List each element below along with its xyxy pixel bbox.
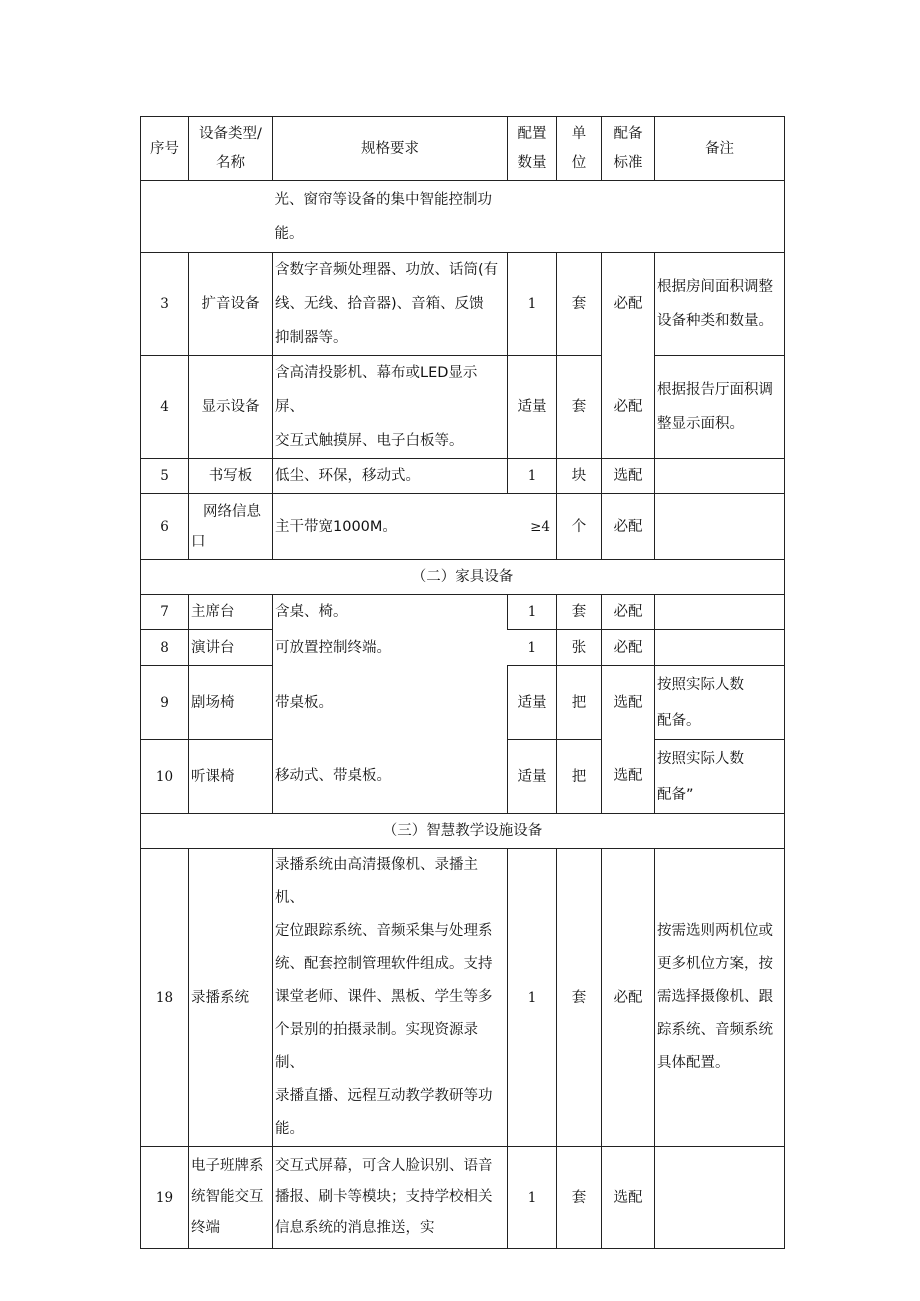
name-cell: 扩音设备 — [189, 253, 273, 356]
note-line: 需选择摄像机、跟 — [657, 989, 773, 1005]
qty-cell: 1 — [508, 459, 557, 494]
note-line: 根据报告厅面积调 — [657, 382, 773, 398]
note-cell — [655, 253, 785, 356]
name-cell: 听课椅 — [189, 740, 273, 814]
std-cell: 必配 — [602, 630, 655, 666]
continuation-line1: 光、窗帘等设备的集中智能控制功 — [274, 191, 492, 208]
note-line: 配备。 — [657, 712, 701, 729]
std-cell: 必配 — [602, 356, 655, 459]
qty-cell: 适量 — [508, 740, 557, 814]
continuation-line2: 能。 — [274, 225, 304, 242]
unit-cell: 把 — [557, 740, 602, 814]
name-cell: 主席台 — [189, 595, 273, 630]
table-row — [141, 666, 785, 740]
note-cell — [655, 356, 785, 459]
spec-line: 信息系统的消息推送，实 — [275, 1220, 435, 1236]
name-line: 网络信息 — [203, 503, 261, 520]
name-cell — [189, 494, 273, 560]
equipment-table — [140, 116, 785, 1249]
seq-cell: 3 — [141, 253, 189, 356]
note-line: 更多机位方案，按 — [657, 956, 773, 972]
spec-cell: 移动式、带桌板。 — [273, 740, 508, 814]
section-title-furniture: （二）家具设备 — [141, 560, 785, 595]
header-note: 备注 — [655, 117, 785, 181]
std-cell: 必配 — [602, 494, 655, 560]
table-row — [141, 459, 785, 494]
header-qty — [508, 117, 557, 181]
unit-cell: 套 — [557, 1147, 602, 1249]
spec-line: 抑制器等。 — [275, 330, 348, 346]
std-cell: 选配 — [602, 459, 655, 494]
table-row — [141, 253, 785, 356]
header-std — [602, 117, 655, 181]
std-cell: 必配 — [602, 595, 655, 630]
section-title-smart-teaching: （三）智慧教学设施设备 — [141, 814, 785, 849]
table-row — [141, 740, 785, 814]
unit-cell: 套 — [557, 849, 602, 1147]
seq-cell: 9 — [141, 666, 189, 740]
table-row — [141, 595, 785, 630]
name-cell: 书写板 — [189, 459, 273, 494]
equipment-table-page — [140, 116, 784, 1249]
continuation-row — [141, 181, 785, 253]
table-row — [141, 1147, 785, 1249]
spec-line: 交互式屏幕，可含人脸识别、语音 — [275, 1158, 493, 1174]
std-cell: 选配 — [602, 1147, 655, 1249]
section-row — [141, 560, 785, 595]
name-line: 口 — [191, 533, 206, 550]
spec-cell — [273, 849, 508, 1147]
spec-cell: 低尘、环保，移动式。 — [273, 459, 508, 494]
note-line: 具体配置。 — [657, 1055, 730, 1071]
note-cell — [655, 459, 785, 494]
spec-cell — [273, 356, 508, 459]
note-cell — [655, 595, 785, 630]
spec-line: 能。 — [275, 1121, 304, 1137]
name-cell: 演讲台 — [189, 630, 273, 666]
header-type-line2: 名称 — [216, 154, 245, 171]
spec-cell: 可放置控制终端。 — [273, 630, 508, 666]
header-type — [189, 117, 273, 181]
spec-cell: 带桌板。 — [273, 666, 508, 740]
spec-line: 录播系统由高清摄像机、录播主机、 — [275, 857, 478, 906]
header-type-line1: 设备类型/ — [199, 125, 262, 142]
header-unit-line1: 单 — [571, 125, 587, 142]
header-seq: 序号 — [141, 117, 189, 181]
seq-cell: 5 — [141, 459, 189, 494]
header-std-line1: 配备 — [613, 125, 643, 142]
spec-line: 交互式触摸屏、电子白板等。 — [275, 433, 464, 449]
note-line: 根据房间面积调整 — [657, 279, 773, 295]
seq-cell: 18 — [141, 849, 189, 1147]
continuation-spec — [273, 181, 508, 253]
table-row — [141, 630, 785, 666]
name-cell: 剧场椅 — [189, 666, 273, 740]
note-cell — [655, 740, 785, 814]
spec-line: 统、配套控制管理软件组成。支持 — [275, 956, 493, 972]
qty-cell: 1 — [508, 595, 557, 630]
spec-line: 播报、刷卡等模块；支持学校相关 — [275, 1189, 493, 1205]
seq-cell: 10 — [141, 740, 189, 814]
spec-cell: 主干带宽1000M。 — [273, 494, 508, 560]
unit-cell: 块 — [557, 459, 602, 494]
table-row — [141, 849, 785, 1147]
note-line: 踪系统、音频系统 — [657, 1022, 773, 1038]
seq-cell: 19 — [141, 1147, 189, 1249]
header-unit-line2: 位 — [571, 154, 587, 171]
qty-cell: 1 — [508, 253, 557, 356]
std-cell: 选配 — [602, 666, 655, 740]
seq-cell: 4 — [141, 356, 189, 459]
seq-cell: 7 — [141, 595, 189, 630]
qty-cell: 1 — [508, 630, 557, 666]
name-line: 电子班牌系 — [191, 1158, 264, 1174]
spec-line: 录播直播、远程互动教学教研等功 — [275, 1088, 493, 1104]
std-cell: 必配 — [602, 849, 655, 1147]
continuation-blank — [141, 181, 273, 253]
unit-cell: 个 — [557, 494, 602, 560]
seq-cell: 8 — [141, 630, 189, 666]
header-spec: 规格要求 — [273, 117, 508, 181]
note-line: 设备种类和数量。 — [657, 313, 773, 329]
name-cell: 显示设备 — [189, 356, 273, 459]
name-cell: 录播系统 — [189, 849, 273, 1147]
name-cell — [189, 1147, 273, 1249]
spec-line: 含高清投影机、幕布或LED显示屏、 — [275, 365, 478, 415]
note-line: 按照实际人数 — [657, 676, 744, 693]
spec-line: 课堂老师、课件、黑板、学生等多 — [275, 989, 493, 1005]
spec-line: 线、无线、拾音器)、音箱、反馈 — [275, 296, 484, 312]
std-cell: 必配 — [602, 253, 655, 356]
note-cell — [655, 849, 785, 1147]
qty-cell: 适量 — [508, 666, 557, 740]
unit-cell: 套 — [557, 356, 602, 459]
note-cell — [655, 666, 785, 740]
qty-cell: ≥4 — [508, 494, 557, 560]
header-std-line2: 标准 — [613, 154, 643, 171]
note-line: 整显示面积。 — [657, 416, 744, 432]
section-row — [141, 814, 785, 849]
note-line: 按照实际人数 — [657, 750, 744, 767]
spec-cell — [273, 1147, 508, 1249]
name-line: 终端 — [191, 1220, 220, 1236]
name-line: 统智能交互 — [191, 1189, 264, 1205]
note-line: 配备” — [657, 786, 694, 803]
table-row — [141, 494, 785, 560]
header-qty-line1: 配置 — [517, 125, 547, 142]
unit-cell: 把 — [557, 666, 602, 740]
qty-cell: 1 — [508, 1147, 557, 1249]
note-cell — [655, 630, 785, 666]
qty-cell: 1 — [508, 849, 557, 1147]
qty-cell: 适量 — [508, 356, 557, 459]
spec-cell: 含桌、椅。 — [273, 595, 508, 630]
spec-line: 含数字音频处理器、功放、话筒(有 — [275, 262, 499, 278]
note-cell — [655, 494, 785, 560]
header-unit — [557, 117, 602, 181]
note-line: 按需选则两机位或 — [657, 923, 773, 939]
seq-cell: 6 — [141, 494, 189, 560]
continuation-blank-right — [508, 181, 785, 253]
spec-cell — [273, 253, 508, 356]
header-row — [141, 117, 785, 181]
unit-cell: 张 — [557, 630, 602, 666]
spec-line: 定位跟踪系统、音频采集与处理系 — [275, 923, 493, 939]
table-row — [141, 356, 785, 459]
std-cell: 选配 — [602, 740, 655, 814]
spec-line: 个景别的拍摄录制。实现资源录制、 — [275, 1022, 478, 1071]
note-cell — [655, 1147, 785, 1249]
unit-cell: 套 — [557, 595, 602, 630]
header-qty-line2: 数量 — [517, 154, 547, 171]
unit-cell: 套 — [557, 253, 602, 356]
